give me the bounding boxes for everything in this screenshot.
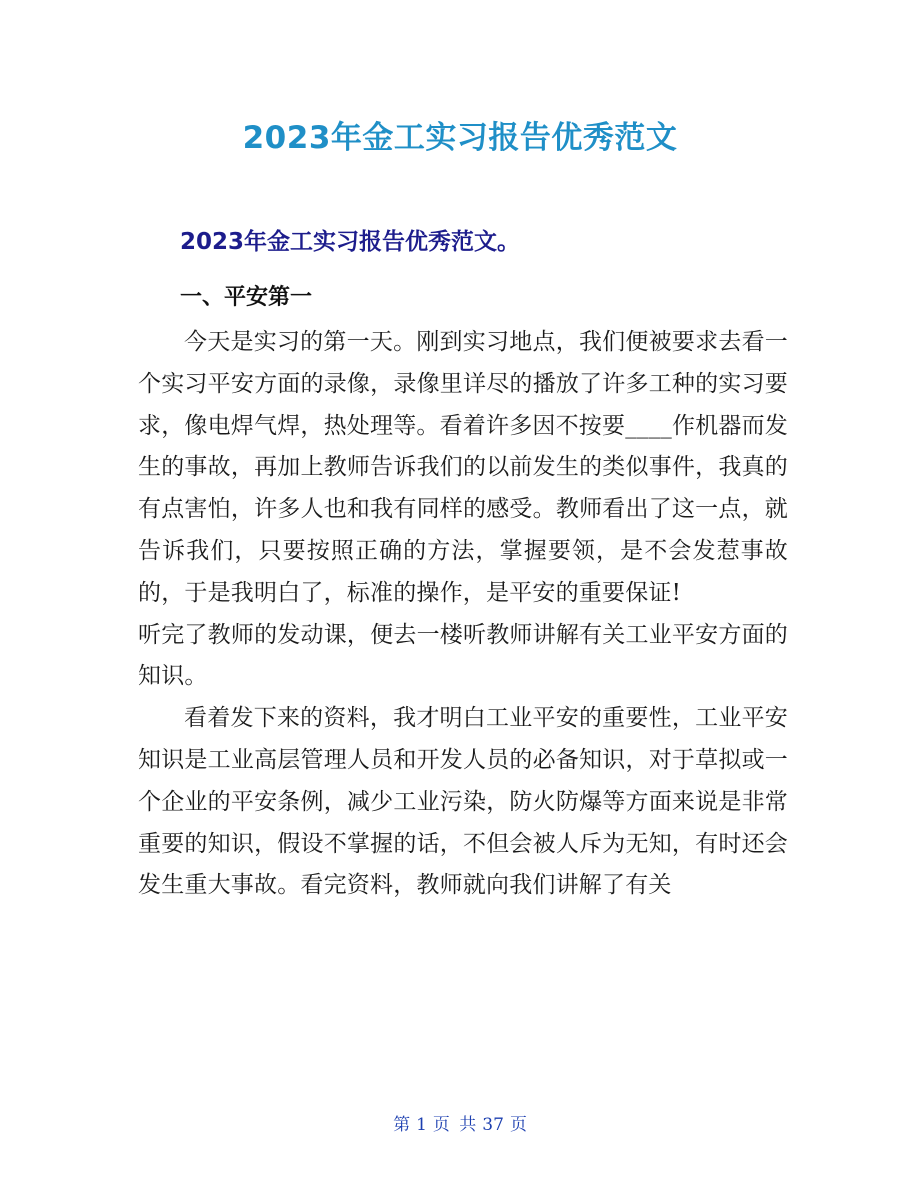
section-heading: 一、平安第一 [180, 285, 313, 310]
footer-label-page: 第 [393, 1115, 411, 1135]
paragraph: 听完了教师的发动课，便去一楼听教师讲解有关工业平安方面的知识。 [138, 621, 788, 690]
document-subtitle: 2023年金工实习报告优秀范文。 [180, 229, 521, 255]
paragraph: 看着发下来的资料，我才明白工业平安的重要性，工业平安知识是工业高层管理人员和开发人员的必备知识，对于草拟或一个企业的平安条例，减少工业污染，防火防爆等方面来说是非常重要的知识，假设不掌握的话，不但会被人斥为无知，有时还会发生重大事故。看完资料，教师就向我们讲解了有关 [138, 705, 788, 899]
page-footer [0, 1113, 920, 1137]
paragraph: 今天是实习的第一天。刚到实习地点，我们便被要求去看一个实习平安方面的录像，录像里详尽的播放了许多工种的实习要求，像电焊气焊，热处理等。看着许多因不按要____作机器而发生的事故，再加上教师告诉我们的以前发生的类似事件，我真的有点害怕，许多人也和我有同样的感受。教师看出了这一点，就告诉我们，只要按照正确的方法，掌握要领，是不会发惹事故的，于是我明白了，标准的操作，是平安的重要保证! [138, 329, 788, 606]
footer-total-pages: 37 [482, 1115, 504, 1135]
footer-label-of: 页 共 [432, 1115, 477, 1135]
footer-current-page: 1 [416, 1115, 427, 1135]
document-body [138, 322, 788, 907]
footer-label-pages: 页 [509, 1115, 527, 1135]
document-title: 2023年金工实习报告优秀范文 [242, 120, 678, 156]
